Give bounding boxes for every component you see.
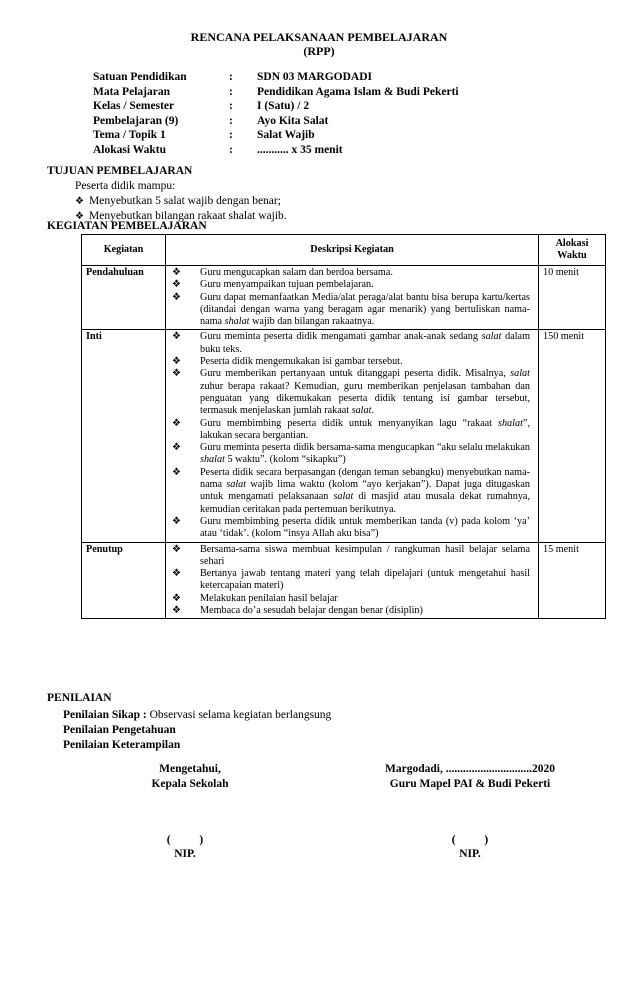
penilaian-pengetahuan: Penilaian Pengetahuan <box>63 724 176 736</box>
bullet-icon: ❖ <box>172 442 181 454</box>
header-deskripsi: Deskripsi Kegiatan <box>166 235 539 266</box>
list-item <box>172 356 530 368</box>
tujuan-item <box>75 194 287 209</box>
list-item-text <box>200 368 530 417</box>
text-segment: ”, lakukan secara bergantian. <box>200 417 530 441</box>
info-key: Kelas / Semester <box>93 100 175 113</box>
info-value: Pendidikan Agama Islam & Budi Pekerti <box>257 85 459 98</box>
list-item-text <box>200 331 530 356</box>
info-key: Mata Pelajaran <box>93 85 170 98</box>
bullet-icon: ❖ <box>75 210 84 222</box>
penilaian-keterampilan: Penilaian Keterampilan <box>63 739 181 751</box>
mengetahui-label: Mengetahui, <box>159 763 221 775</box>
kegiatan-description <box>166 330 539 542</box>
text-segment: Guru membimbing peserta didik untuk menyanyikan lagu “rakaat <box>200 417 498 429</box>
list-item-text <box>200 568 530 593</box>
text-segment: Guru memberikan pertanyaan untuk ditanggapi peserta didik. Misalnya, <box>200 368 511 380</box>
info-row <box>93 85 459 100</box>
text-segment: Guru meminta peserta didik mengamati gambar anak-anak sedang <box>200 331 482 343</box>
info-value: I (Satu) / 2 <box>257 100 310 113</box>
bullet-icon: ❖ <box>172 417 181 429</box>
text-segment: Guru membimbing peserta didik untuk memberikan tanda (v) pada kolom ‘ya’ atau ‘tidak’. (kolom “insya Allah aku bisa”) <box>200 515 530 540</box>
left-name-blank: ( ) <box>166 834 204 846</box>
bullet-icon: ❖ <box>172 605 181 617</box>
bullet-icon: ❖ <box>172 592 181 604</box>
text-segment: Peserta didik mengemukakan isi gambar tersebut. <box>200 356 403 368</box>
list-item <box>172 267 530 279</box>
alokasi-waktu: 10 menit <box>539 266 606 330</box>
text-segment: wajib dan bilangan rakaatnya. <box>249 316 375 328</box>
penilaian-sikap-label: Penilaian Sikap : <box>63 709 147 721</box>
list-item <box>172 593 530 605</box>
text-segment: Bertanya jawab tentang materi yang telah dipelajari (untuk mengetahui hasil ketercapaian materi) <box>200 568 530 592</box>
italic-term: shalat <box>498 417 523 429</box>
info-key: Alokasi Waktu <box>93 143 166 156</box>
list-item <box>172 605 530 617</box>
list-item-text <box>200 605 530 617</box>
text-segment: Guru mengucapkan salam dan berdoa bersama. <box>200 267 393 278</box>
text-segment: Guru menyampaikan tujuan pembelajaran. <box>200 279 374 291</box>
list-item <box>172 279 530 291</box>
italic-term: salat <box>226 479 247 491</box>
table-row <box>82 266 606 330</box>
list-item-text <box>200 418 530 443</box>
kegiatan-name: Inti <box>82 330 166 542</box>
bullet-icon: ❖ <box>172 368 181 380</box>
info-value: Ayo Kita Salat <box>257 114 329 127</box>
list-item-text <box>200 593 530 605</box>
text-segment: Membaca do’a sesudah belajar dengan benar (disiplin) <box>200 605 423 617</box>
info-key: Pembelajaran (9) <box>93 114 179 127</box>
tujuan-item-text: Menyebutkan bilangan rakaat shalat wajib. <box>89 209 287 222</box>
bullet-icon: ❖ <box>172 331 181 343</box>
info-key: Tema / Topik 1 <box>93 129 166 142</box>
tujuan-intro: Peserta didik mampu: <box>75 180 176 192</box>
italic-term: salat <box>333 491 354 503</box>
list-item <box>172 442 530 467</box>
text-segment: . <box>371 405 374 417</box>
info-colon: : <box>229 129 233 142</box>
info-value: ........... x 35 menit <box>257 143 343 156</box>
kepala-sekolah-label: Kepala Sekolah <box>151 777 229 790</box>
document-title: RENCANA PELAKSANAAN PEMBELAJARAN <box>190 30 448 44</box>
list-item-text <box>200 292 530 329</box>
info-row <box>93 99 459 114</box>
kegiatan-table <box>81 234 606 619</box>
penilaian-body <box>63 708 331 753</box>
list-item <box>172 467 530 516</box>
list-item <box>172 418 530 443</box>
text-segment: Bersama-sama siswa membuat kesimpulan / rangkuman hasil belajar selama sehari <box>200 543 530 567</box>
italic-term: shalat <box>200 454 225 466</box>
info-colon: : <box>229 143 233 156</box>
text-segment: di masjid atau musala dekat rumahnya, kemudian ceritakan pada pertemuan berikutnya. <box>200 491 530 515</box>
bullet-icon: ❖ <box>172 279 181 291</box>
bullet-icon: ❖ <box>172 543 181 555</box>
list-item <box>172 292 530 329</box>
list-item <box>172 331 530 356</box>
italic-term: salat <box>481 331 502 343</box>
text-segment: 5 waktu”. (kolom “sikapku”) <box>224 454 346 466</box>
text-segment: Guru dapat memanfaatkan Media/alat peraga/alat bantu bisa berupa kartu/kertas (ditandai dengan warna yang beragam agar menarik) yang bertuliskan nama-nama <box>200 291 530 328</box>
italic-term: salat <box>510 368 530 380</box>
kegiatan-name: Pendahuluan <box>82 266 166 330</box>
table-header-row <box>82 235 606 266</box>
bullet-icon: ❖ <box>75 195 84 207</box>
place-date-label: Margodadi, ..............................2020 <box>385 763 555 775</box>
bullet-icon: ❖ <box>172 515 181 527</box>
kegiatan-description <box>166 542 539 619</box>
table-row <box>82 330 606 542</box>
list-item <box>172 516 530 541</box>
info-row <box>93 114 459 129</box>
italic-term: shalat <box>224 316 250 328</box>
info-row <box>93 128 459 143</box>
kegiatan-name: Penutup <box>82 542 166 619</box>
kegiatan-heading: KEGIATAN PEMBELAJARAN <box>47 220 207 232</box>
kegiatan-table-body <box>82 266 606 619</box>
list-item-text <box>200 267 530 279</box>
signature-left-name <box>155 833 215 861</box>
info-row <box>93 70 459 85</box>
penilaian-sikap <box>63 708 331 723</box>
text-segment: Melakukan penilaian hasil belajar <box>200 592 338 604</box>
signature-right-name <box>440 833 500 861</box>
list-item-text <box>200 516 530 541</box>
signature-left <box>140 762 240 791</box>
italic-term: salat <box>351 405 372 417</box>
tujuan-body <box>75 179 287 224</box>
list-item-text <box>200 279 530 291</box>
tujuan-list <box>75 194 287 224</box>
table-row <box>82 542 606 619</box>
guru-mapel-label: Guru Mapel PAI & Budi Pekerti <box>389 777 551 790</box>
bullet-icon: ❖ <box>172 568 181 580</box>
info-colon: : <box>229 85 233 98</box>
identity-block <box>93 70 459 158</box>
tujuan-item-text: Menyebutkan 5 salat wajib dengan benar; <box>89 194 281 207</box>
text-segment: zuhur berapa rakaat? Kemudian, guru memberikan penjelasan tambahan dan penguatan yang dikemukakan peserta didik tentang isi gambar tersebut, termasuk menjelaskan jumlah rakaat <box>200 380 530 417</box>
list-item <box>172 544 530 569</box>
signature-right <box>370 762 570 791</box>
list-item-text <box>200 467 530 516</box>
bullet-icon: ❖ <box>172 466 181 478</box>
document-subtitle: (RPP) <box>303 44 335 58</box>
info-colon: : <box>229 100 233 113</box>
text-segment: dalam buku teks. <box>200 331 530 355</box>
bullet-icon: ❖ <box>172 356 181 368</box>
text-segment: Guru meminta peserta didik bersama-sama mengucapkan “aku selalu melakukan <box>200 442 530 454</box>
right-name-blank: ( ) <box>451 834 489 846</box>
penilaian-heading: PENILAIAN <box>47 692 112 704</box>
info-row <box>93 143 459 158</box>
kegiatan-description <box>166 266 539 330</box>
alokasi-waktu: 150 menit <box>539 330 606 542</box>
header-alokasi: Alokasi Waktu <box>539 235 606 266</box>
text-segment: wajib lima waktu (kolom “ayo kerjakan”). Dapat juga ditugaskan untuk mengamati pelaksanaan <box>200 479 530 503</box>
info-value: Salat Wajib <box>257 129 315 142</box>
info-colon: : <box>229 71 233 83</box>
text-segment: Peserta didik secara berpasangan (dengan teman sebangku) menyebutkan nama-nama <box>200 466 530 491</box>
info-colon: : <box>229 114 233 127</box>
info-key: Satuan Pendidikan <box>93 71 187 83</box>
list-item-text <box>200 544 530 569</box>
list-item-text <box>200 356 530 368</box>
info-value: SDN 03 MARGODADI <box>257 71 372 83</box>
list-item <box>172 568 530 593</box>
bullet-icon: ❖ <box>172 291 181 303</box>
list-item-text <box>200 442 530 467</box>
right-nip: NIP. <box>459 848 481 860</box>
tujuan-heading: TUJUAN PEMBELAJARAN <box>47 165 193 177</box>
penilaian-sikap-value: Observasi selama kegiatan berlangsung <box>146 709 332 721</box>
header-kegiatan: Kegiatan <box>82 235 166 266</box>
left-nip: NIP. <box>174 848 196 860</box>
list-item <box>172 368 530 417</box>
bullet-icon: ❖ <box>172 267 181 278</box>
alokasi-waktu: 15 menit <box>539 542 606 619</box>
